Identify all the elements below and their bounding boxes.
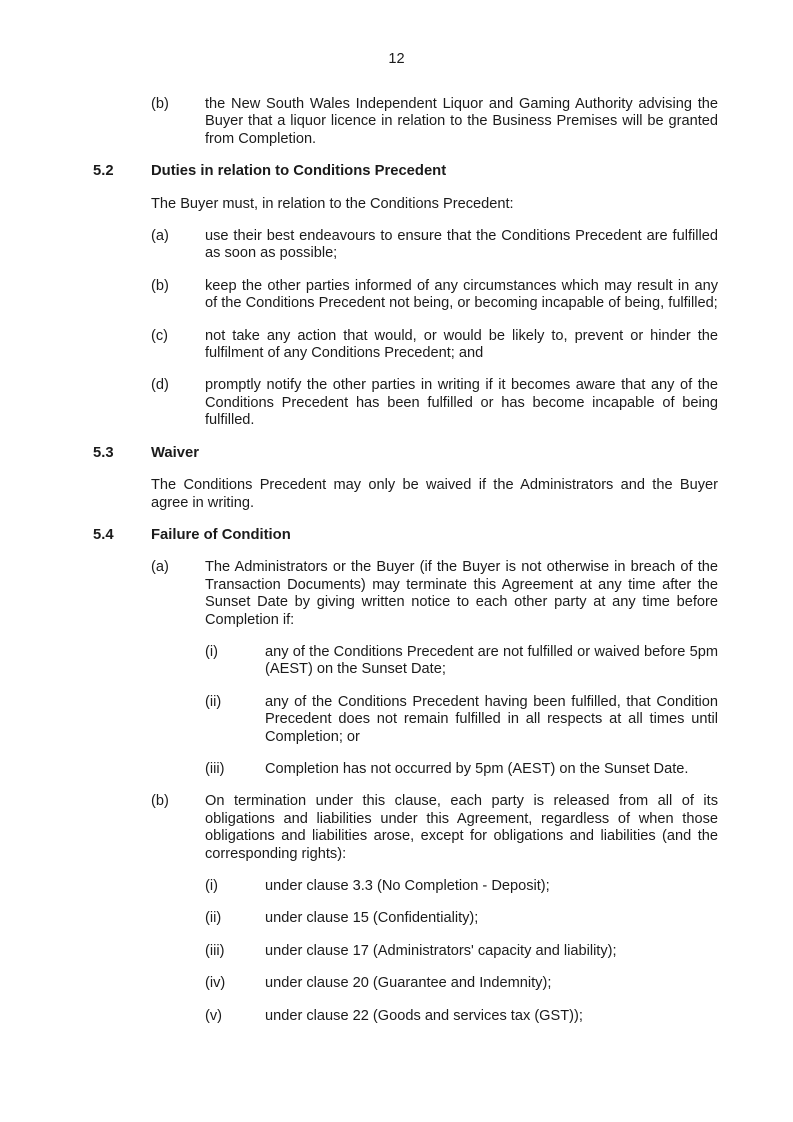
section-heading-5-4 [93,527,718,544]
clause-item [151,278,718,313]
item-text: Completion has not occurred by 5pm (AEST) on the Sunset Date. [265,760,689,777]
clause-item [151,559,718,778]
section-heading-5-3 [93,445,718,462]
item-paragraph: The Administrators or the Buyer (if the Buyer is not otherwise in breach of the Transaction Documents) may terminate this Agreement at any time after the Sunset Date by giving written notice to each other party at any time before Completion if: [205,559,718,628]
clause-item [151,793,718,1025]
item-text: promptly notify the other parties in writing if it becomes aware that any of the Conditions Precedent has been fulfilled or has become incapable of being fulfilled. [205,377,718,429]
item-text: under clause 3.3 (No Completion - Deposit); [265,878,550,894]
clause-item [151,96,718,148]
item-text: under clause 22 (Goods and services tax (GST)); [265,1007,583,1024]
item-text: the New South Wales Independent Liquor and Gaming Authority advising the Buyer that a liquor licence in relation to the Business Premises will be granted from Completion. [205,96,718,147]
sub-clause-item [205,910,718,927]
clause-item [151,328,718,363]
sub-item-list [205,878,718,1025]
item-text: any of the Conditions Precedent are not fulfilled or waived before 5pm (AEST) on the Sunset Date; [265,643,718,678]
item-marker: (iii) [205,760,225,777]
item-text [205,793,718,1025]
item-marker: (b) [151,277,169,294]
sub-clause-item [205,975,718,992]
item-text: under clause 20 (Guarantee and Indemnity); [265,975,552,992]
sub-clause-item [205,694,718,746]
document-body [93,96,718,1040]
item-paragraph: On termination under this clause, each party is released from all of its obligations and liabilities under this Agreement, regardless of when those obligations and liabilities arose, except for obligations and liabilities (and the corresponding rights): [205,793,718,862]
item-text: keep the other parties informed of any circumstances which may result in any of the Conditions Precedent not being, or becoming incapable of being, fulfilled; [205,277,718,312]
item-text [205,559,718,778]
item-marker: (iv) [205,975,226,992]
section-title: Waiver [151,444,199,461]
item-text: any of the Conditions Precedent having been fulfilled, that Condition Precedent does not remain fulfilled in all respects at all times until Completion; or [265,693,718,745]
item-marker: (c) [151,327,169,344]
sub-clause-item [205,943,718,960]
item-marker: (i) [205,878,218,894]
section-title: Failure of Condition [151,526,291,543]
item-marker: (v) [205,1007,223,1024]
clause-number: 5.3 [93,444,114,461]
sub-clause-item [205,1008,718,1025]
item-text: under clause 17 (Administrators' capacity and liability); [265,942,617,959]
item-marker: (d) [151,377,169,394]
section-title: Duties in relation to Conditions Precedent [151,163,447,180]
clause-number: 5.4 [93,526,114,543]
item-marker: (a) [151,228,169,245]
item-marker: (ii) [205,910,222,927]
item-marker: (b) [151,793,169,810]
item-marker: (b) [151,96,169,112]
paragraph: The Conditions Precedent may only be waived if the Administrators and the Buyer agree in writing. [151,477,718,511]
sub-clause-item [205,761,718,778]
clause-item [151,377,718,429]
item-text: not take any action that would, or would be likely to, prevent or hinder the fulfilment of any Conditions Precedent; and [205,327,718,362]
item-marker: (a) [151,559,169,576]
page-number: 12 [388,51,405,67]
sub-clause-item [205,644,718,679]
sub-clause-item [205,878,718,895]
clause-number: 5.2 [93,163,114,180]
item-text: use their best endeavours to ensure that the Conditions Precedent are fulfilled as soon as possible; [205,228,718,262]
sub-item-list [205,644,718,778]
item-marker: (i) [205,643,218,660]
item-marker: (ii) [205,693,222,710]
item-marker: (iii) [205,942,225,959]
clause-item [151,228,718,263]
section-heading-5-2 [93,163,718,180]
paragraph: The Buyer must, in relation to the Conditions Precedent: [151,195,514,212]
item-text: under clause 15 (Confidentiality); [265,910,479,927]
